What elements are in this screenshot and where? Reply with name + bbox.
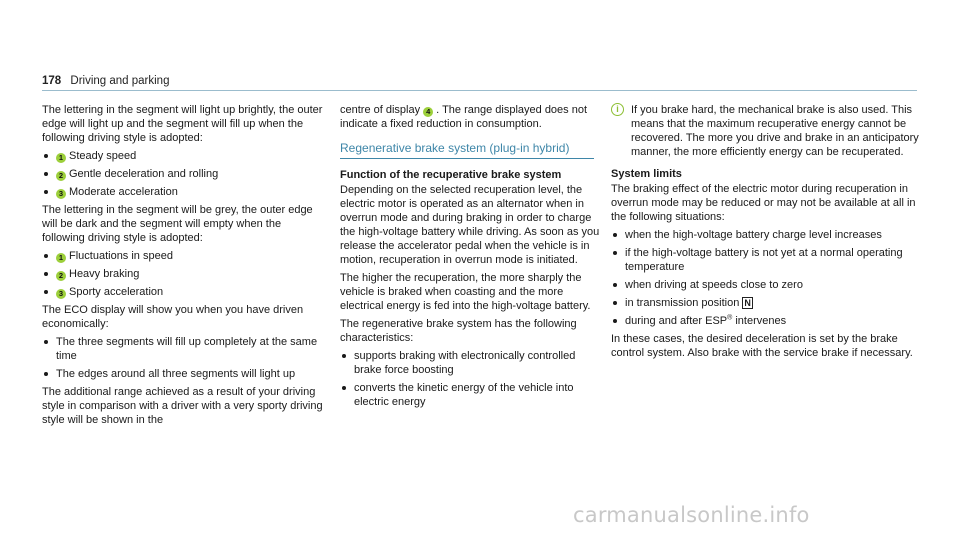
paragraph: The lettering in the segment will be grey, the outer edge will be dark and the segment will empty when the following driving style is adopted: <box>42 204 313 244</box>
note-text: If you brake hard, the mechanical brake is also used. This means that the maximum recuperative energy cannot be recovered. The more you drive and brake in an anticipatory manner, the more efficiently energy can be recuperated. <box>631 104 919 158</box>
number-badge: 2 <box>56 171 66 181</box>
paragraph <box>340 103 602 131</box>
watermark: carmanualsonline.info <box>573 503 810 527</box>
list-item-text: Steady speed <box>69 150 137 162</box>
section-title: Regenerative brake system (plug-in hybrid) <box>340 141 570 155</box>
number-badge: 1 <box>56 153 66 163</box>
list-item: when the high-voltage battery charge level increases <box>611 228 921 242</box>
registered-mark: ® <box>727 314 733 322</box>
paragraph: The ECO display will show you when you have driven economically: <box>42 304 304 330</box>
list-item-text: Gentle deceleration and rolling <box>69 168 219 180</box>
page-header <box>42 74 169 88</box>
list-item <box>611 314 921 328</box>
column-3 <box>611 103 921 364</box>
paragraph: In these cases, the desired deceleration is set by the brake control system. Also brake with the service brake if necessary. <box>611 333 913 359</box>
list-item <box>42 167 324 181</box>
characteristics-list <box>340 349 602 409</box>
list-item-text: during and after ESP <box>625 315 728 327</box>
subheading: Function of the recuperative brake system <box>340 169 562 181</box>
list-item <box>42 185 324 199</box>
text-span: centre of display <box>340 104 421 116</box>
list-item <box>42 249 324 263</box>
section-divider <box>340 158 594 159</box>
list-item-text: intervenes <box>732 315 787 327</box>
list-item-text: Moderate acceleration <box>69 186 178 198</box>
subheading: System limits <box>611 168 682 180</box>
page-number: 178 <box>42 75 62 87</box>
limits-list <box>611 228 921 328</box>
list-item <box>42 149 324 163</box>
paragraph: The higher the recuperation, the more sharply the vehicle is braked when coasting and the more electrical energy is fed into the high-voltage battery. <box>340 272 591 312</box>
list-item: The three segments will fill up completely at the same time <box>42 335 324 363</box>
column-1 <box>42 103 324 431</box>
number-badge: 3 <box>56 289 66 299</box>
paragraph: The regenerative brake system has the following characteristics: <box>340 318 577 344</box>
number-badge: 3 <box>56 189 66 199</box>
list-item-text: in transmission position <box>625 297 740 309</box>
section-name: Driving and parking <box>70 75 170 87</box>
list-item <box>42 267 324 281</box>
bright-style-list <box>42 149 324 199</box>
list-item: supports braking with electronically controlled brake force boosting <box>340 349 602 377</box>
list-item: when driving at speeds close to zero <box>611 278 921 292</box>
column-2 <box>340 103 602 413</box>
list-item: converts the kinetic energy of the vehicle into electric energy <box>340 381 602 409</box>
header-divider <box>42 90 917 91</box>
paragraph: Depending on the selected recuperation level, the electric motor is operated as an alternator when in overrun mode and during braking in order to charge the high-voltage battery while driving. As soon as you release the accelerator pedal when the vehicle is in motion, recuperation in overrun mode is initiated. <box>340 184 600 266</box>
text-span: . The range displayed does not indicate a fixed reduction in consumption. <box>340 104 588 130</box>
list-item-text: Fluctuations in speed <box>69 250 173 262</box>
list-item <box>611 296 921 310</box>
number-badge: 1 <box>56 253 66 263</box>
list-item-text: Sporty acceleration <box>69 286 164 298</box>
number-badge: 2 <box>56 271 66 281</box>
list-item: if the high-voltage battery is not yet at a normal operating temperature <box>611 246 921 274</box>
paragraph: The additional range achieved as a result of your driving style in comparison with a driver with a very sporty driving style will be shown in the <box>42 386 323 426</box>
list-item <box>42 285 324 299</box>
info-note <box>611 103 921 159</box>
gear-position-icon: N <box>744 298 751 308</box>
grey-style-list <box>42 249 324 299</box>
paragraph: The braking effect of the electric motor during recuperation in overrun mode may be reduced or may not be available at all in the following situations: <box>611 183 916 223</box>
list-item-text: Heavy braking <box>69 268 140 280</box>
list-item: The edges around all three segments will light up <box>42 367 324 381</box>
info-icon: i <box>611 103 624 116</box>
paragraph: The lettering in the segment will light up brightly, the outer edge will light up and the segment will fill up when the following driving style is adopted: <box>42 104 323 144</box>
eco-list <box>42 335 324 381</box>
number-badge: 4 <box>423 107 433 117</box>
